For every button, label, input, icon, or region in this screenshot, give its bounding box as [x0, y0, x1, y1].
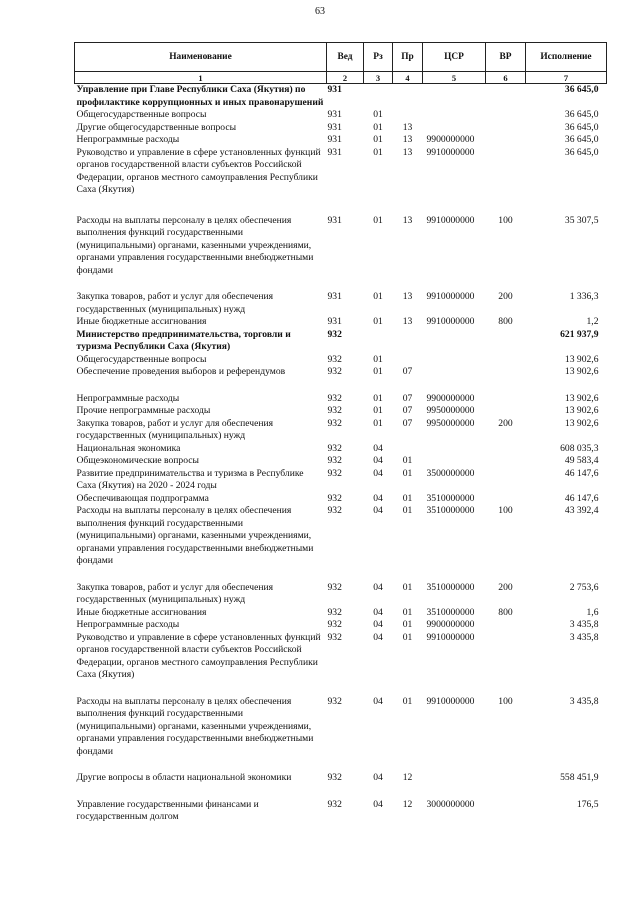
row-name: Расходы на выплаты персоналу в целях обеспечения выполнения функций государственными (муниципальными) органами, казенными учреждениями, органами управления государственными внебюджетными фондами [76, 695, 314, 757]
row-ved: 932 [327, 772, 342, 783]
row-csr [423, 772, 486, 799]
row-exec: 2 753,6 [569, 581, 599, 593]
row-ved: 932 [327, 619, 342, 630]
row-pr [393, 84, 423, 110]
page-number: 63 [315, 6, 325, 17]
row-csr [423, 443, 486, 456]
row-rz: 04 [373, 695, 383, 707]
row-exec: 13 902,6 [564, 405, 599, 416]
row-name: Непрограммные расходы [76, 392, 180, 404]
row-pr: 12 [402, 798, 413, 810]
row-rz: 04 [373, 455, 383, 466]
row-vr [486, 147, 526, 215]
row-rz: 01 [373, 291, 383, 302]
row-rz: 04 [373, 798, 383, 810]
row-exec: 13 902,6 [564, 366, 599, 377]
row-ved: 932 [327, 392, 342, 404]
table-row [75, 291, 607, 316]
row-csr: 9900000000 [426, 392, 475, 404]
row-rz: 01 [373, 146, 383, 158]
row-exec: 621 937,9 [560, 328, 599, 340]
row-name: Другие вопросы в области национальной экономики [76, 772, 292, 783]
row-name: Расходы на выплаты персоналу в целях обеспечения выполнения функций государственными (муниципальными) органами, казенными учреждениями, органами управления государственными внебюджетными фондами [76, 214, 314, 276]
row-vr: 200 [498, 581, 513, 593]
table-row [75, 316, 607, 329]
row-pr [393, 329, 423, 354]
table-row [75, 493, 607, 506]
row-ved: 932 [327, 366, 342, 377]
row-rz: 01 [373, 134, 383, 145]
row-vr [486, 799, 526, 824]
row-rz: 04 [373, 772, 383, 783]
row-exec: 1 336,3 [569, 291, 599, 302]
row-vr [486, 405, 526, 418]
row-vr [486, 84, 526, 110]
row-ved: 932 [327, 581, 342, 593]
row-rz: 04 [373, 505, 383, 516]
row-ved: 932 [327, 353, 342, 365]
row-name: Иные бюджетные ассигнования [76, 606, 207, 618]
row-ved: 932 [327, 328, 342, 340]
row-pr: 01 [402, 505, 413, 516]
table-row [75, 329, 607, 354]
row-pr: 13 [402, 134, 413, 145]
row-csr: 3000000000 [426, 798, 475, 810]
row-name: Иные бюджетные ассигнования [76, 316, 207, 327]
row-rz: 01 [373, 417, 383, 429]
column-number: 6 [486, 72, 526, 84]
row-name: Другие общегосударственные вопросы [76, 121, 237, 133]
table-row [75, 607, 607, 620]
row-exec: 176,5 [576, 798, 599, 810]
row-exec: 13 902,6 [564, 392, 599, 404]
row-name: Управление при Главе Республики Саха (Якутия) по профилактике коррупционных и иных правонарушений [76, 84, 324, 108]
row-ved: 931 [327, 146, 342, 158]
header-exec: Исполнение [526, 43, 607, 72]
row-ved: 932 [327, 405, 342, 416]
row-pr: 07 [402, 366, 413, 377]
row-exec: 608 035,3 [560, 442, 599, 454]
row-csr: 9910000000 [426, 214, 475, 226]
row-csr: 3510000000 [426, 581, 475, 593]
row-exec: 3 435,8 [569, 631, 599, 643]
row-name: Общегосударственные вопросы [76, 109, 207, 120]
row-ved: 932 [327, 505, 342, 516]
row-rz [364, 329, 393, 354]
row-vr [486, 354, 526, 367]
row-vr [486, 109, 526, 122]
header-rz: Рз [364, 43, 393, 72]
row-exec: 49 583,4 [564, 455, 599, 466]
row-name: Обеспечение проведения выборов и референдумов [76, 366, 286, 377]
header-pr: Пр [393, 43, 423, 72]
row-csr: 3510000000 [426, 505, 475, 516]
row-name: Закупка товаров, работ и услуг для обеспечения государственных (муниципальных) нужд [76, 581, 274, 605]
row-vr [486, 443, 526, 456]
table-row [75, 505, 607, 582]
table-row [75, 147, 607, 215]
row-csr [423, 84, 486, 110]
row-csr [423, 455, 486, 468]
row-pr: 07 [402, 417, 413, 429]
row-pr: 01 [402, 619, 413, 630]
row-exec: 46 147,6 [564, 492, 599, 504]
header-name: Наименование [75, 43, 327, 72]
budget-table [74, 42, 607, 824]
column-number-row [75, 72, 607, 84]
table-row [75, 799, 607, 824]
row-name: Общеэкономические вопросы [76, 455, 199, 466]
header-vr: ВР [486, 43, 526, 72]
row-name: Руководство и управление в сфере установленных функций органов государственной власти субъектов Российской Федерации, органов местного самоуправления Республики Саха (Якутия) [76, 631, 321, 680]
row-exec: 36 645,0 [564, 121, 599, 133]
row-ved: 931 [327, 291, 342, 302]
row-pr [393, 443, 423, 456]
column-number: 1 [75, 72, 327, 84]
row-exec: 3 435,8 [569, 619, 599, 630]
row-rz: 01 [373, 366, 383, 377]
row-vr [486, 619, 526, 632]
row-name: Министерство предпринимательства, торговли и туризма Республики Саха (Якутия) [76, 328, 291, 352]
row-name: Расходы на выплаты персоналу в целях обеспечения выполнения функций государственными (муниципальными) органами, казенными учреждениями, органами управления государственными внебюджетными фондами [76, 505, 314, 566]
row-pr: 07 [402, 392, 413, 404]
row-rz: 01 [373, 353, 383, 365]
table-row [75, 418, 607, 443]
row-csr [423, 366, 486, 393]
column-number: 4 [393, 72, 423, 84]
table-body [75, 84, 607, 824]
table-row [75, 366, 607, 393]
row-vr: 800 [498, 316, 513, 327]
table-row [75, 109, 607, 122]
table-row [75, 393, 607, 406]
row-pr: 01 [402, 631, 413, 643]
row-ved: 932 [327, 631, 342, 643]
row-vr [486, 329, 526, 354]
row-vr: 100 [498, 695, 513, 707]
table-header-row [75, 43, 607, 72]
row-pr: 07 [402, 405, 413, 416]
row-ved: 932 [327, 455, 342, 466]
row-ved: 932 [327, 606, 342, 618]
row-pr: 01 [402, 581, 413, 593]
table-row [75, 468, 607, 493]
row-exec: 3 435,8 [569, 695, 599, 707]
row-vr [486, 393, 526, 406]
table-row [75, 122, 607, 135]
row-exec: 36 645,0 [564, 134, 599, 145]
row-vr [486, 468, 526, 493]
row-csr: 9910000000 [426, 146, 475, 158]
table-row [75, 619, 607, 632]
table-row [75, 455, 607, 468]
row-csr: 3510000000 [426, 606, 475, 618]
table-row [75, 84, 607, 110]
row-pr [393, 109, 423, 122]
column-number: 7 [526, 72, 607, 84]
row-ved: 932 [327, 467, 342, 479]
column-number: 5 [423, 72, 486, 84]
row-rz: 01 [373, 405, 383, 416]
row-exec: 558 451,9 [560, 772, 599, 783]
row-pr: 01 [402, 695, 413, 707]
row-pr [393, 354, 423, 367]
header-csr: ЦСР [423, 43, 486, 72]
row-ved: 931 [327, 214, 342, 226]
row-name: Общегосударственные вопросы [76, 353, 207, 365]
row-name: Непрограммные расходы [76, 134, 180, 145]
row-exec: 13 902,6 [564, 417, 599, 429]
row-rz: 01 [373, 214, 383, 226]
row-ved: 931 [327, 134, 342, 145]
row-rz: 01 [373, 392, 383, 404]
row-vr [486, 455, 526, 468]
row-ved: 932 [327, 492, 342, 504]
row-pr: 01 [402, 606, 413, 618]
table-row [75, 134, 607, 147]
row-name: Обеспечивающая подпрограмма [76, 492, 209, 504]
row-vr: 100 [498, 214, 513, 226]
table-row [75, 696, 607, 773]
row-csr: 9900000000 [426, 134, 475, 145]
row-csr [423, 329, 486, 354]
column-number: 3 [364, 72, 393, 84]
row-name: Закупка товаров, работ и услуг для обеспечения государственных (муниципальных) нужд [76, 417, 274, 441]
row-csr: 9910000000 [426, 291, 475, 302]
table-row [75, 632, 607, 696]
row-rz: 04 [373, 492, 383, 504]
row-name: Закупка товаров, работ и услуг для обеспечения государственных (муниципальных) нужд [76, 291, 274, 315]
row-name: Руководство и управление в сфере установленных функций органов государственной власти субъектов Российской Федерации, органов местного самоуправления Республики Саха (Якутия) [76, 146, 321, 195]
row-exec: 35 307,5 [564, 214, 599, 226]
table-row [75, 582, 607, 607]
row-pr: 01 [402, 467, 413, 479]
row-rz [364, 84, 393, 110]
row-csr: 9910000000 [426, 695, 475, 707]
row-vr: 100 [498, 505, 513, 516]
row-name: Развитие предпринимательства и туризма в Республике Саха (Якутия) на 2020 - 2024 годы [76, 467, 304, 491]
row-ved: 931 [327, 109, 342, 120]
row-csr [423, 109, 486, 122]
row-csr: 9910000000 [426, 631, 475, 643]
row-csr: 9950000000 [426, 405, 475, 416]
row-rz: 04 [373, 606, 383, 618]
row-vr [486, 632, 526, 696]
row-pr: 13 [402, 214, 413, 226]
row-vr: 800 [498, 606, 513, 618]
row-exec: 36 645,0 [564, 84, 599, 95]
row-exec: 36 645,0 [564, 109, 599, 120]
row-vr [486, 493, 526, 506]
row-pr: 01 [402, 455, 413, 466]
row-rz: 01 [373, 109, 383, 120]
row-csr: 3500000000 [426, 467, 475, 479]
row-csr: 9910000000 [426, 316, 475, 327]
row-exec: 1,6 [586, 606, 599, 618]
row-csr [423, 122, 486, 135]
row-csr [423, 354, 486, 367]
row-rz: 04 [373, 467, 383, 479]
row-exec: 43 392,4 [564, 505, 599, 516]
row-ved: 932 [327, 798, 342, 810]
row-vr [486, 772, 526, 799]
row-ved: 931 [327, 84, 342, 95]
row-ved: 931 [327, 316, 342, 327]
row-pr: 13 [402, 291, 413, 302]
row-csr: 9900000000 [426, 619, 475, 630]
row-vr [486, 366, 526, 393]
row-pr: 13 [402, 146, 413, 158]
row-ved: 932 [327, 442, 342, 454]
row-rz: 01 [373, 121, 383, 133]
table-row [75, 772, 607, 799]
row-csr: 9950000000 [426, 417, 475, 429]
row-pr: 12 [402, 772, 413, 783]
row-rz: 04 [373, 581, 383, 593]
row-vr [486, 134, 526, 147]
table-row [75, 215, 607, 292]
table-row [75, 354, 607, 367]
row-exec: 13 902,6 [564, 353, 599, 365]
row-exec: 36 645,0 [564, 146, 599, 158]
row-exec: 1,2 [586, 316, 599, 327]
row-vr: 200 [498, 417, 513, 429]
row-rz: 01 [373, 316, 383, 327]
row-pr: 13 [402, 121, 413, 133]
row-vr: 200 [498, 291, 513, 302]
row-name: Прочие непрограммные расходы [76, 405, 211, 416]
row-pr: 01 [402, 492, 413, 504]
column-number: 2 [327, 72, 364, 84]
row-vr [486, 122, 526, 135]
row-name: Управление государственными финансами и государственным долгом [76, 798, 259, 822]
row-rz: 04 [373, 619, 383, 630]
row-pr: 13 [402, 316, 413, 327]
row-csr: 3510000000 [426, 492, 475, 504]
row-exec: 46 147,6 [564, 467, 599, 479]
row-rz: 04 [373, 631, 383, 643]
header-ved: Вед [327, 43, 364, 72]
table-row [75, 443, 607, 456]
row-name: Национальная экономика [76, 442, 181, 454]
row-ved: 931 [327, 121, 342, 133]
row-ved: 932 [327, 417, 342, 429]
table-row [75, 405, 607, 418]
row-ved: 932 [327, 695, 342, 707]
row-rz: 04 [373, 442, 383, 454]
row-name: Непрограммные расходы [76, 619, 180, 630]
